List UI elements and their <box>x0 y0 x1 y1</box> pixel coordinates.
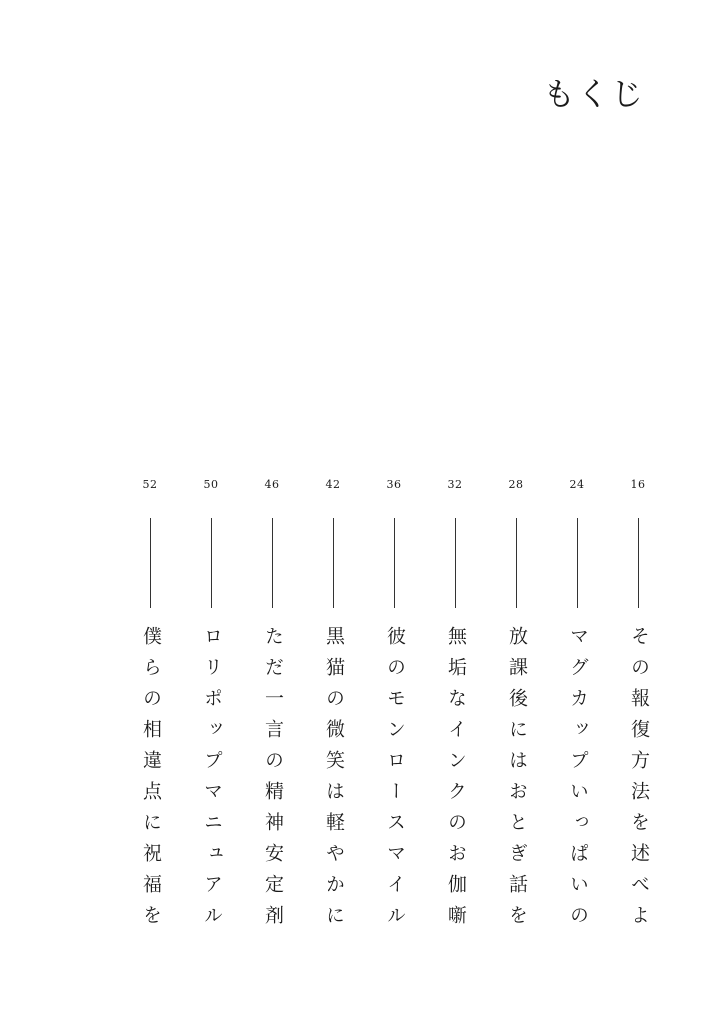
toc-entry[interactable] <box>486 478 546 938</box>
toc-entry[interactable] <box>303 478 363 938</box>
toc-entry[interactable] <box>547 478 607 938</box>
toc-entry[interactable] <box>364 478 424 938</box>
toc-leader-line <box>455 518 456 608</box>
toc-title: 無垢なインクのお伽噺 <box>445 626 467 936</box>
toc-leader-line <box>516 518 517 608</box>
toc-leader-line <box>394 518 395 608</box>
toc-entry[interactable] <box>608 478 668 938</box>
toc-title: ロリポップマニュアル <box>201 626 223 936</box>
toc-title: 彼のモンロースマイル <box>384 626 406 936</box>
toc-leader-line <box>333 518 334 608</box>
toc-leader-line <box>272 518 273 608</box>
toc-page-number: 24 <box>569 478 585 491</box>
toc-page-number: 52 <box>142 478 158 491</box>
toc-title: 放課後にはおとぎ話を <box>506 626 528 936</box>
toc-page-number: 32 <box>447 478 463 491</box>
toc-title: ただ一言の精神安定剤 <box>262 626 284 936</box>
toc-page-number: 42 <box>325 478 341 491</box>
toc-page-number: 36 <box>386 478 402 491</box>
toc-entry[interactable] <box>425 478 485 938</box>
table-of-contents <box>120 478 668 938</box>
toc-page-number: 16 <box>630 478 646 491</box>
toc-leader-line <box>211 518 212 608</box>
toc-entry[interactable] <box>120 478 180 938</box>
toc-page-number: 46 <box>264 478 280 491</box>
toc-page-number: 28 <box>508 478 524 491</box>
toc-leader-line <box>638 518 639 608</box>
toc-title: マグカップいっぱいの <box>567 626 589 936</box>
toc-leader-line <box>577 518 578 608</box>
toc-title: 黒猫の微笑は軽やかに <box>323 626 345 936</box>
toc-title: その報復方法を述べよ <box>628 626 650 936</box>
toc-entry[interactable] <box>242 478 302 938</box>
toc-page-number: 50 <box>203 478 219 491</box>
toc-leader-line <box>150 518 151 608</box>
toc-entry[interactable] <box>181 478 241 938</box>
page-title: もくじ <box>542 75 645 113</box>
toc-title: 僕らの相違点に祝福を <box>140 626 162 936</box>
